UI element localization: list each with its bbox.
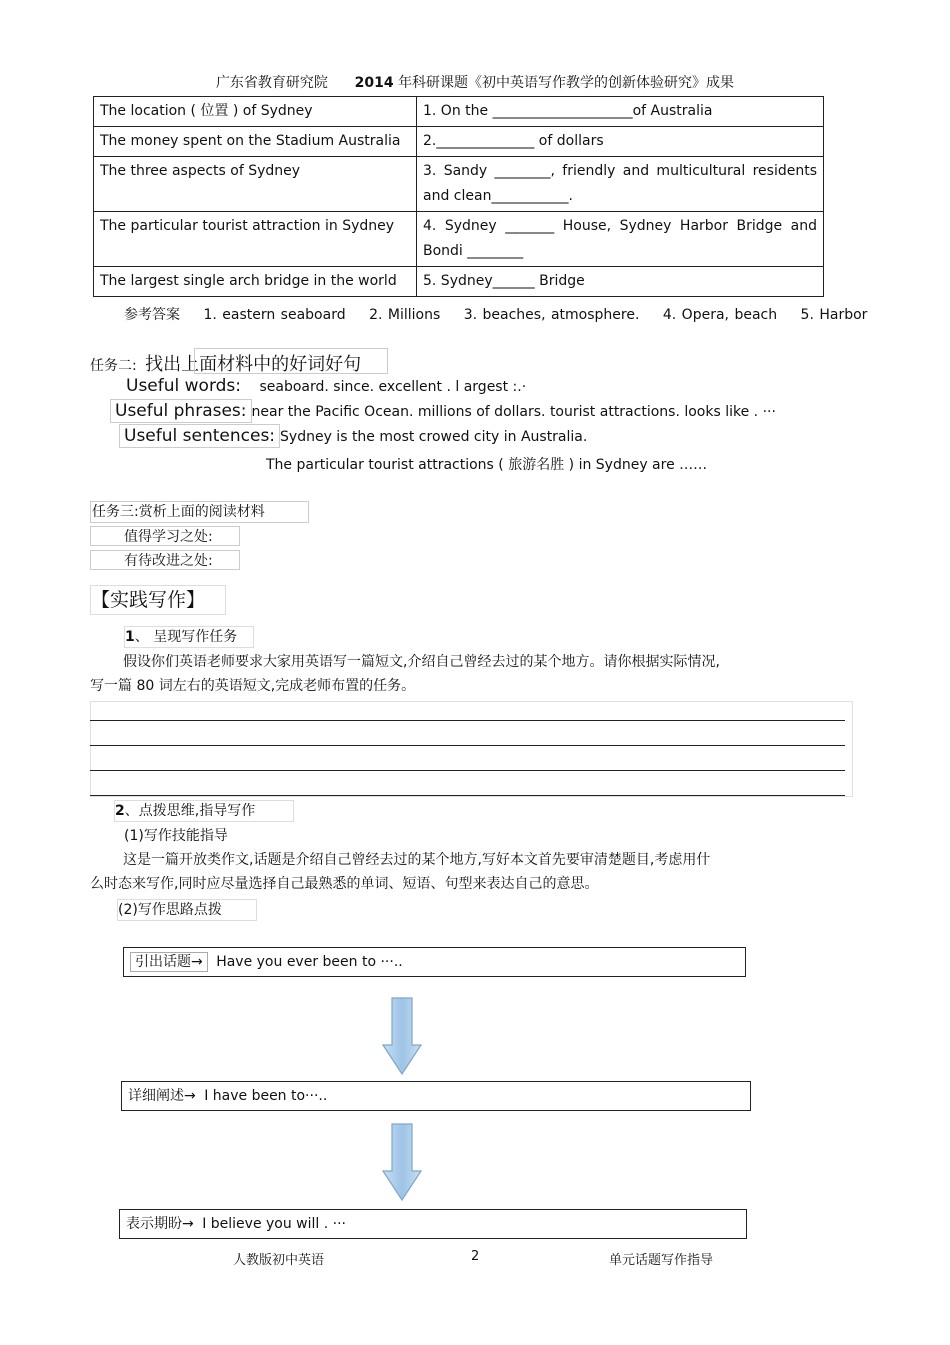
table-row	[94, 267, 824, 297]
writing-line	[90, 720, 845, 721]
task2-title: 找出上面材料中的好词好句	[145, 354, 362, 375]
practice-title: 【实践写作】	[90, 585, 226, 615]
reference-answers	[124, 304, 867, 324]
flow-box-expect	[119, 1209, 747, 1239]
useful-phrases-row	[110, 401, 776, 421]
table-row	[94, 157, 824, 212]
footer-right: 单元话题写作指导	[609, 1253, 714, 1268]
answer-item: 1. eastern seaboard	[203, 307, 346, 323]
useful-sentences-label: Useful sentences:	[119, 424, 280, 448]
flow-step1-text: Have you ever been to ···..	[216, 954, 403, 970]
table-cell-question: The three aspects of Sydney	[94, 157, 417, 212]
footer-left: 人教版初中英语	[233, 1253, 325, 1268]
answer-item: 3. beaches, atmosphere.	[463, 307, 640, 323]
page-header	[0, 72, 950, 92]
flow-step1-label: 引出话题→	[130, 952, 208, 972]
table-cell-question: The largest single arch bridge in the world	[94, 267, 417, 297]
task3-strengths: 值得学习之处:	[90, 526, 240, 546]
reading-table	[93, 96, 824, 297]
task2-title-frame	[194, 348, 388, 374]
table-cell-question: The location ( 位置 ) of Sydney	[94, 97, 417, 127]
useful-phrases-text: near the Pacific Ocean. millions of dollars. tourist attractions. looks like . ···	[251, 404, 776, 420]
flow-step2-text: I have been to···..	[204, 1088, 328, 1104]
table-cell-question: The money spent on the Stadium Australia	[94, 127, 417, 157]
table-row	[94, 212, 824, 267]
table-cell-answer: 5. Sydney______ Bridge	[417, 267, 824, 297]
useful-words-text: seaboard. since. excellent . l argest :.·	[259, 379, 527, 395]
answer-item: 4. Opera, beach	[662, 307, 778, 323]
step1-text-2: 写一篇 80 词左右的英语短文,完成老师布置的任务。	[90, 678, 416, 694]
writing-line	[90, 745, 845, 746]
flow-step3-text: I believe you will . ···	[202, 1216, 347, 1232]
down-arrow-icon	[382, 997, 422, 1075]
header-project: 年科研课题《初中英语写作教学的创新体验研究》成果	[398, 75, 735, 91]
table-cell-answer: 2.______________ of dollars	[417, 127, 824, 157]
writing-area[interactable]	[90, 701, 853, 797]
step1-heading	[124, 626, 254, 648]
step2-heading	[114, 800, 294, 822]
writing-line	[90, 770, 845, 771]
useful-words-row	[126, 376, 526, 396]
down-arrow-icon	[382, 1123, 422, 1201]
answer-item: 5. Harbor	[800, 307, 868, 323]
table-cell-answer: 4. Sydney _______ House, Sydney Harbor Bridge and Bondi ________	[417, 212, 824, 267]
useful-sentences-row	[119, 426, 587, 446]
sub1-label: (1)写作技能指导	[124, 828, 228, 844]
step1-label: 、 呈现写作任务	[134, 629, 238, 645]
table-row	[94, 97, 824, 127]
step1-text: 假设你们英语老师要求大家用英语写一篇短文,介绍自己曾经去过的某个地方。请你根据实际情况,	[123, 654, 720, 670]
table-cell-answer: 1. On the ____________________of Australia	[417, 97, 824, 127]
sub1-text-2: 么时态来写作,同时应尽量选择自己最熟悉的单词、短语、句型来表达自己的意思。	[90, 876, 599, 892]
task3-improvements: 有待改进之处:	[90, 550, 240, 570]
table-row	[94, 127, 824, 157]
flow-box-introduce	[123, 947, 746, 977]
header-year: 2014	[354, 75, 394, 91]
header-institute: 广东省教育研究院	[215, 75, 328, 91]
sub1-text: 这是一篇开放类作文,话题是介绍自己曾经去过的某个地方,写好本文首先要审清楚题目,考虑用什	[123, 852, 711, 868]
sub2-label: (2)写作思路点拨	[117, 899, 257, 921]
answers-label: 参考答案	[124, 307, 180, 323]
page-number: 2	[471, 1249, 480, 1264]
task3-heading: 任务三:赏析上面的阅读材料	[90, 501, 309, 523]
step2-label: 、点拨思维,指导写作	[124, 803, 256, 819]
flow-step2-label: 详细阐述→	[128, 1088, 196, 1104]
flow-box-detail	[121, 1081, 751, 1111]
task2-label: 任务二:	[90, 358, 137, 374]
step1-number: 1	[125, 629, 135, 645]
table-cell-question: The particular tourist attraction in Sydney	[94, 212, 417, 267]
step2-number: 2	[115, 803, 125, 819]
flow-step3-label: 表示期盼→	[126, 1216, 194, 1232]
useful-phrases-label: Useful phrases:	[110, 399, 252, 423]
answer-item: 2. Millions	[369, 307, 441, 323]
writing-line	[90, 795, 845, 796]
useful-sentences-text: Sydney is the most crowed city in Australia.	[280, 429, 588, 445]
useful-words-label: Useful words:	[126, 376, 242, 396]
useful-sentence-2: The particular tourist attractions ( 旅游名胜 ) in Sydney are ……	[266, 457, 708, 473]
table-cell-answer: 3. Sandy ________, friendly and multicultural residents and clean___________.	[417, 157, 824, 212]
